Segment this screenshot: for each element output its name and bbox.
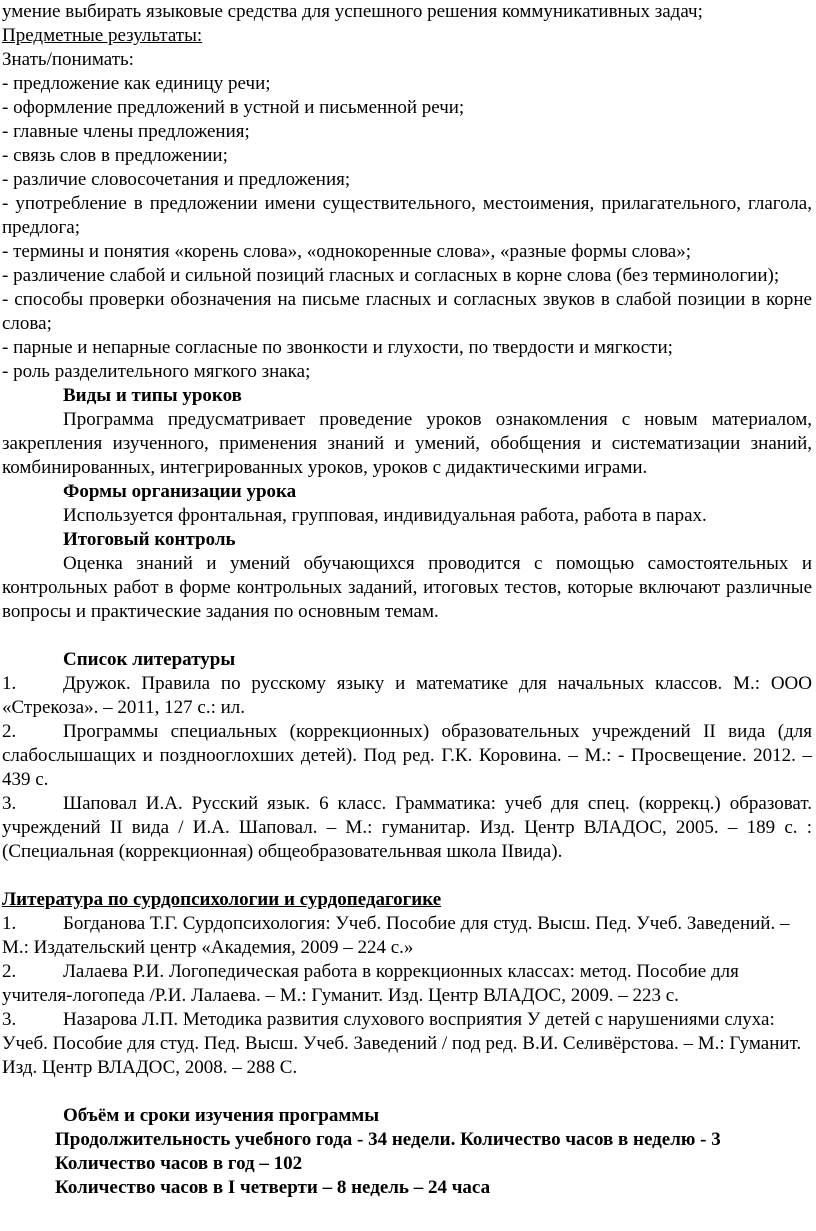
lesson-types-heading: Виды и типы уроков bbox=[63, 385, 242, 406]
final-control-heading: Итоговый контроль bbox=[63, 529, 236, 550]
literature-heading: Список литературы bbox=[63, 649, 236, 670]
program-volume-line: Продолжительность учебного года - 34 недели. Количество часов в неделю - 3 bbox=[55, 1129, 721, 1150]
know-list bbox=[2, 72, 812, 384]
list-item: - различение слабой и сильной позиций гласных и согласных в корне слова (без терминологии); bbox=[2, 265, 780, 286]
literature-list bbox=[2, 672, 812, 864]
list-item bbox=[2, 720, 812, 792]
list-item: - роль разделительного мягкого знака; bbox=[2, 361, 311, 382]
list-item bbox=[2, 1008, 812, 1080]
list-item: - связь слов в предложении; bbox=[2, 145, 228, 166]
list-item: - парные и непарные согласные по звонкости и глухости, по твердости и мягкости; bbox=[2, 337, 673, 358]
surdo-literature-list bbox=[2, 912, 812, 1080]
list-item bbox=[2, 960, 812, 1008]
list-item: - способы проверки обозначения на письме гласных и согласных звуков в слабой позиции в корне слова; bbox=[2, 289, 812, 334]
program-volume-line: Количество часов в I четверти – 8 недель – 24 часа bbox=[55, 1177, 491, 1198]
subject-results-heading: Предметные результаты: bbox=[2, 25, 203, 46]
lesson-types-text: Программа предусматривает проведение уроков ознакомления с новым материалом, закрепления изученного, применения знаний и умений, обобщения и систематизации знаний, комбинированных, интегрированных уроков, уроков с дидактическими играми. bbox=[2, 409, 812, 478]
item-text: Богданова Т.Г. Сурдопсихология: Учеб. Пособие для студ. Высш. Пед. Учеб. Заведений. – М.: Издательский центр «Академия, 2009 – 224 с.» bbox=[2, 913, 790, 958]
list-item: - предложение как единицу речи; bbox=[2, 73, 271, 94]
final-control-text: Оценка знаний и умений обучающихся проводится с помощью самостоятельных и контрольных работ в форме контрольных заданий, итоговых тестов, которые включают различные вопросы и практические задания по основным темам. bbox=[2, 553, 812, 622]
list-item: - главные члены предложения; bbox=[2, 121, 250, 142]
item-text: Назарова Л.П. Методика развития слухового восприятия У детей с нарушениями слуха: Учеб. Пособие для студ. Пед. Высш. Учеб. Заведений / под ред. В.И. Селивёрстова. – М.: Гуманит. Изд. Центр ВЛАДОС, 2008. – 288 С. bbox=[2, 1009, 802, 1078]
list-item bbox=[2, 912, 812, 960]
item-text: Дружок. Правила по русскому языку и математике для начальных классов. М.: ООО «Стрекоза». – 2011, 127 с.: ил. bbox=[2, 673, 812, 718]
item-number: 3. bbox=[2, 1009, 17, 1030]
item-text: Программы специальных (коррекционных) образовательных учреждений II вида (для слабослышащих и позднооглохших детей). Под ред. Г.К. Коровина. – М.: - Просвещение. 2012. – 439 с. bbox=[2, 721, 812, 790]
list-item: - оформление предложений в устной и письменной речи; bbox=[2, 97, 465, 118]
item-number: 3. bbox=[2, 793, 17, 814]
lesson-forms-text: Используется фронтальная, групповая, индивидуальная работа, работа в парах. bbox=[63, 505, 707, 526]
program-volume-line: Количество часов в год – 102 bbox=[55, 1153, 303, 1174]
item-text: Лалаева Р.И. Логопедическая работа в коррекционных классах: метод. Пособие для учителя-логопеда /Р.И. Лалаева. – М.: Гуманит. Изд. Центр ВЛАДОС, 2009. – 223 с. bbox=[2, 961, 739, 1006]
item-number: 1. bbox=[2, 913, 17, 934]
surdo-literature-heading: Литература по сурдопсихологии и сурдопедагогике bbox=[2, 889, 442, 910]
top-line: умение выбирать языковые средства для успешного решения коммуникативных задач; bbox=[2, 1, 703, 22]
item-number: 2. bbox=[2, 961, 17, 982]
list-item: - различие словосочетания и предложения; bbox=[2, 169, 351, 190]
list-item: - термины и понятия «корень слова», «однокоренные слова», «разные формы слова»; bbox=[2, 241, 692, 262]
list-item: - употребление в предложении имени существительного, местоимения, прилагательного, глагола, предлога; bbox=[2, 193, 812, 238]
item-number: 1. bbox=[2, 673, 17, 694]
program-volume-heading: Объём и сроки изучения программы bbox=[63, 1105, 380, 1126]
item-text: Шаповал И.А. Русский язык. 6 класс. Грамматика: учеб для спец. (коррекц.) образоват. учреждений II вида / И.А. Шаповал. – М.: гуманитар. Изд. Центр ВЛАДОС, 2005. – 189 с. : (Специальная (коррекционная) общеобразовательнвая школа IIвида). bbox=[2, 793, 812, 862]
know-label: Знать/понимать: bbox=[2, 49, 134, 70]
lesson-forms-heading: Формы организации урока bbox=[63, 481, 297, 502]
list-item bbox=[2, 672, 812, 720]
list-item bbox=[2, 792, 812, 864]
item-number: 2. bbox=[2, 721, 17, 742]
